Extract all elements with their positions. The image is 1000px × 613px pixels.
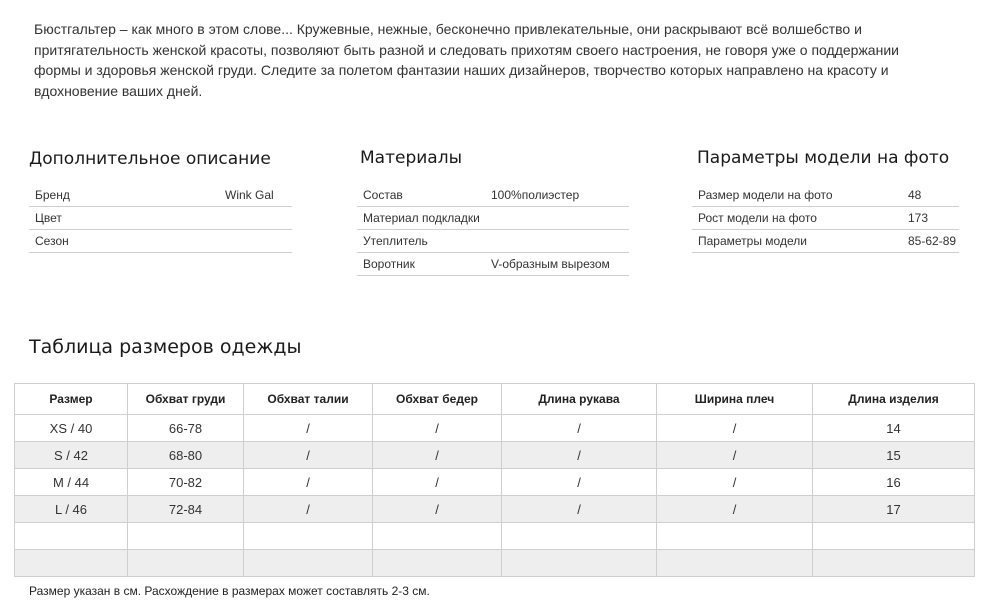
table-cell xyxy=(502,550,657,577)
kv-row xyxy=(357,184,629,207)
kv-value: Wink Gal xyxy=(219,184,292,207)
table-cell xyxy=(15,523,128,550)
kv-label: Состав xyxy=(357,184,485,207)
table-cell: / xyxy=(657,469,813,496)
kv-label: Утеплитель xyxy=(357,230,485,253)
kv-row xyxy=(357,230,629,253)
kv-value xyxy=(485,230,629,253)
table-cell xyxy=(373,550,502,577)
kv-label: Параметры модели xyxy=(692,230,902,253)
table-cell: / xyxy=(373,442,502,469)
table-cell xyxy=(244,550,373,577)
table-cell: 72-84 xyxy=(128,496,244,523)
table-cell: 16 xyxy=(813,469,975,496)
table-cell xyxy=(128,523,244,550)
kv-label: Материал подкладки xyxy=(357,207,485,230)
kv-value: 85-62-89 xyxy=(902,230,959,253)
size-table-title: Таблица размеров одежды xyxy=(29,336,302,358)
table-cell xyxy=(15,550,128,577)
column-header: Обхват талии xyxy=(244,384,373,415)
kv-row xyxy=(357,207,629,230)
table-row xyxy=(15,415,975,442)
table-row xyxy=(15,469,975,496)
table-cell: / xyxy=(657,496,813,523)
kv-value xyxy=(219,207,292,230)
column-header: Размер xyxy=(15,384,128,415)
table-row xyxy=(15,496,975,523)
table-cell: 66-78 xyxy=(128,415,244,442)
kv-row xyxy=(357,253,629,276)
table-cell xyxy=(244,523,373,550)
kv-label: Воротник xyxy=(357,253,485,276)
table-cell: 17 xyxy=(813,496,975,523)
kv-label: Бренд xyxy=(29,184,219,207)
table-cell: / xyxy=(373,496,502,523)
table-cell xyxy=(813,550,975,577)
table-cell xyxy=(657,550,813,577)
materials-title: Материалы xyxy=(360,148,462,168)
table-cell: / xyxy=(502,496,657,523)
column-header: Длина рукава xyxy=(502,384,657,415)
table-cell xyxy=(128,550,244,577)
table-cell: XS / 40 xyxy=(15,415,128,442)
kv-value xyxy=(219,230,292,253)
table-row xyxy=(15,523,975,550)
table-row xyxy=(15,550,975,577)
kv-row xyxy=(692,207,959,230)
table-cell: / xyxy=(244,496,373,523)
kv-row xyxy=(692,184,959,207)
kv-row xyxy=(29,230,292,253)
product-description: Бюстгальтер – как много в этом слове... Кружевные, нежные, бесконечно привлекательные, они раскрывают всё волшебство и притягательность женской красоты, позволяют быть разной и следовать прихотям своего настроения, не говоря уже о поддержании формы и здоровья женской груди. Следите за полетом фантазии наших дизайнеров, творчество которых направлено на красоту и вдохновение ваших дней. xyxy=(34,21,899,99)
table-cell xyxy=(657,523,813,550)
table-cell: / xyxy=(244,469,373,496)
table-cell xyxy=(502,523,657,550)
column-header: Длина изделия xyxy=(813,384,975,415)
table-cell: / xyxy=(373,469,502,496)
table-cell: / xyxy=(502,442,657,469)
kv-row xyxy=(29,184,292,207)
kv-value: 48 xyxy=(902,184,959,207)
table-cell: / xyxy=(502,415,657,442)
kv-value xyxy=(485,207,629,230)
table-cell: L / 46 xyxy=(15,496,128,523)
kv-value: 100%полиэстер xyxy=(485,184,629,207)
table-cell: 14 xyxy=(813,415,975,442)
kv-label: Сезон xyxy=(29,230,219,253)
size-table-header xyxy=(15,384,975,415)
table-cell: S / 42 xyxy=(15,442,128,469)
kv-value: 173 xyxy=(902,207,959,230)
kv-label: Рост модели на фото xyxy=(692,207,902,230)
table-cell: / xyxy=(657,415,813,442)
table-cell: / xyxy=(244,442,373,469)
size-table xyxy=(14,383,975,577)
table-cell xyxy=(813,523,975,550)
column-header: Обхват груди xyxy=(128,384,244,415)
materials-table xyxy=(357,184,629,276)
model-parameters-title: Параметры модели на фото xyxy=(697,148,950,168)
column-header: Ширина плеч xyxy=(657,384,813,415)
table-cell: M / 44 xyxy=(15,469,128,496)
column-header: Обхват бедер xyxy=(373,384,502,415)
table-cell: / xyxy=(244,415,373,442)
kv-label: Размер модели на фото xyxy=(692,184,902,207)
table-cell: / xyxy=(373,415,502,442)
table-row xyxy=(15,442,975,469)
additional-description-table xyxy=(29,184,292,253)
model-parameters-table xyxy=(692,184,959,253)
table-cell: 15 xyxy=(813,442,975,469)
kv-label: Цвет xyxy=(29,207,219,230)
additional-description-title: Дополнительное описание xyxy=(29,149,271,169)
table-cell xyxy=(373,523,502,550)
kv-row xyxy=(29,207,292,230)
kv-row xyxy=(692,230,959,253)
table-cell: / xyxy=(657,442,813,469)
size-note: Размер указан в см. Расхождение в размерах может составлять 2-3 см. xyxy=(29,584,430,598)
table-cell: 68-80 xyxy=(128,442,244,469)
kv-value: V-образным вырезом xyxy=(485,253,629,276)
table-cell: / xyxy=(502,469,657,496)
table-cell: 70-82 xyxy=(128,469,244,496)
